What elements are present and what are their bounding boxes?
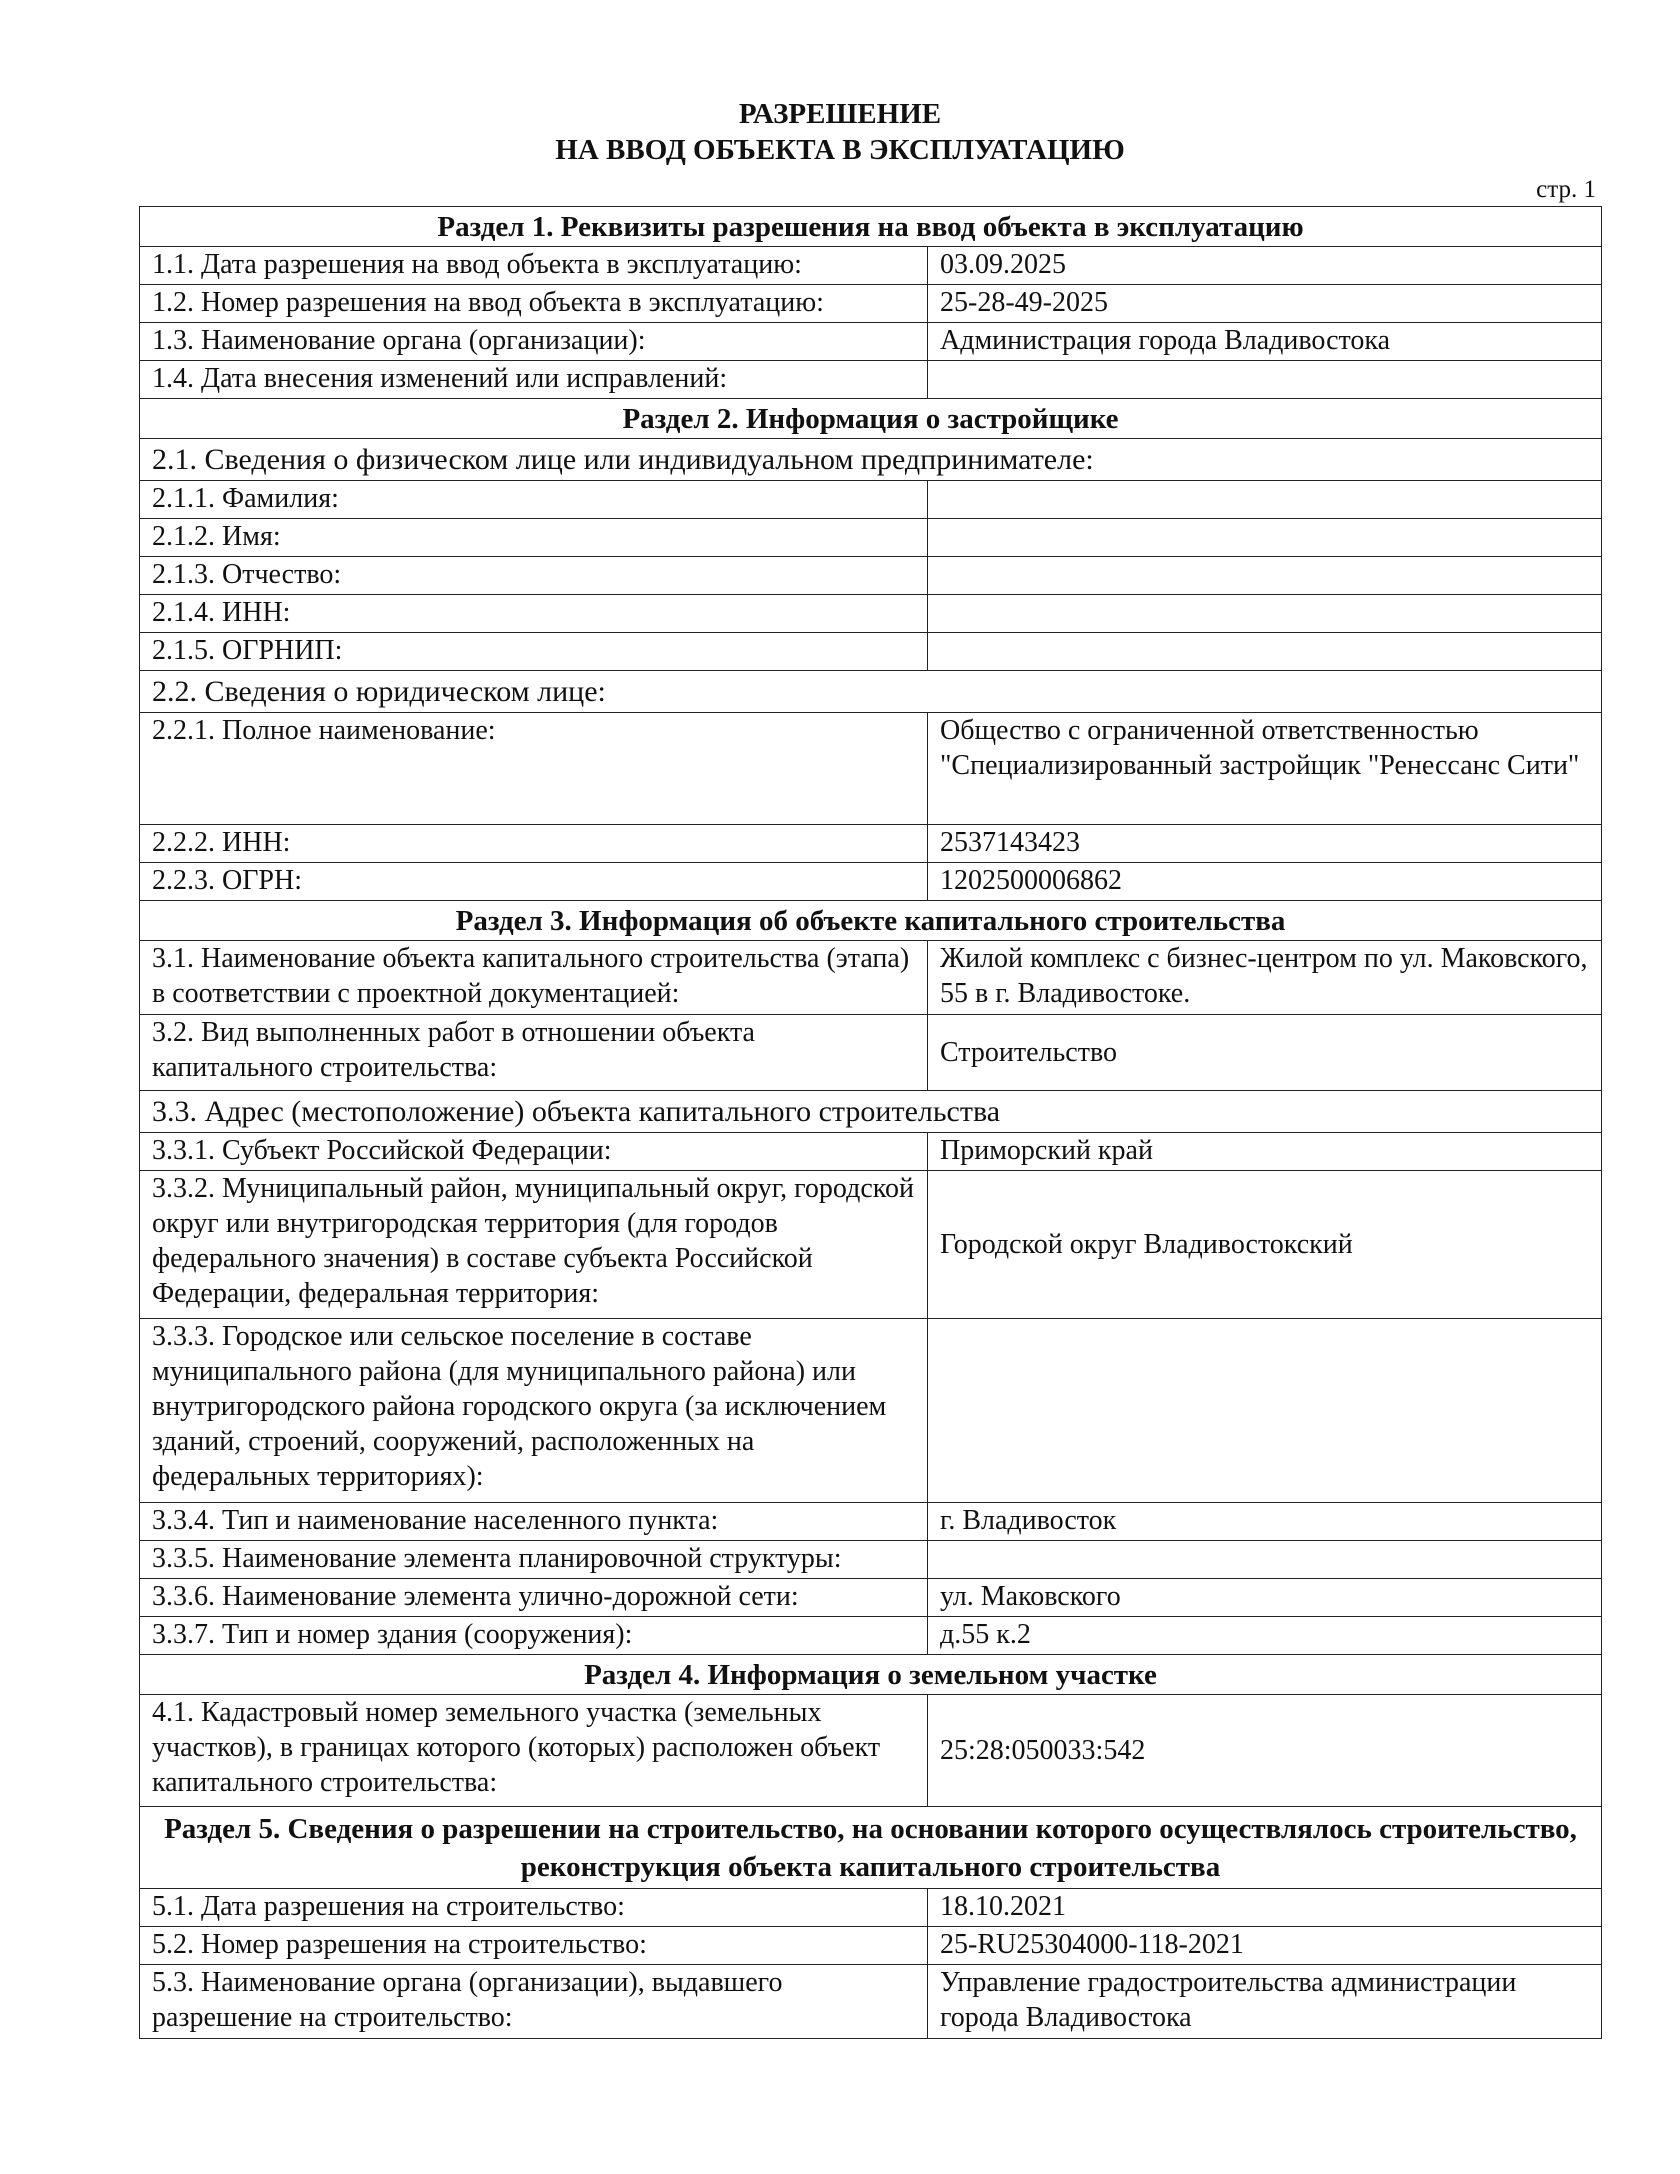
row-label: 1.3. Наименование органа (организации): [140,323,928,361]
table-row [140,1015,1602,1091]
row-label: 3.3.7. Тип и номер здания (сооружения): [140,1617,928,1655]
document-title [0,96,1680,168]
row-value [928,361,1602,399]
table-row [140,941,1602,1015]
table-row [140,713,1602,825]
row-value: 1202500006862 [928,863,1602,901]
table-row [140,1617,1602,1655]
table-row [140,1503,1602,1541]
title-line-1: РАЗРЕШЕНИЕ [738,98,942,130]
row-value: Городской округ Владивостокский [928,1171,1602,1319]
row-label: 4.1. Кадастровый номер земельного участка (земельных участков), в границах которого (которых) расположен объект капитального строительства: [140,1695,928,1807]
title-line-2: НА ВВОД ОБЪЕКТА В ЭКСПЛУАТАЦИЮ [555,134,1125,166]
row-label: 3.3.2. Муниципальный район, муниципальный округ, городской округ или внутригородская территория (для городов федерального значения) в составе субъекта Российской Федерации, федеральная территория: [140,1171,928,1319]
row-value: Управление градостроительства администрации города Владивостока [928,1965,1602,2039]
row-value [928,557,1602,595]
row-label: 2.2.1. Полное наименование: [140,713,928,825]
table-row [140,1965,1602,2039]
section-3-subheading-address: 3.3. Адрес (местоположение) объекта капитального строительства [140,1091,1602,1133]
row-value [928,1541,1602,1579]
table-row [140,825,1602,863]
row-value: Приморский край [928,1133,1602,1171]
row-label: 5.1. Дата разрешения на строительство: [140,1889,928,1927]
table-row [140,285,1602,323]
table-row [140,1319,1602,1503]
row-label: 2.1.1. Фамилия: [140,481,928,519]
table-row [140,1695,1602,1807]
row-value: Общество с ограниченной ответственностью "Специализированный застройщик "Ренессанс Сити" [928,713,1602,825]
section-2-subheading-individual: 2.1. Сведения о физическом лице или индивидуальном предпринимателе: [140,439,1602,481]
section-2-subheading-legal-entity: 2.2. Сведения о юридическом лице: [140,671,1602,713]
row-label: 1.1. Дата разрешения на ввод объекта в эксплуатацию: [140,247,928,285]
row-value: Строительство [928,1015,1602,1091]
row-value: Жилой комплекс с бизнес-центром по ул. Маковского, 55 в г. Владивостоке. [928,941,1602,1015]
section-2-title: Раздел 2. Информация о застройщике [140,399,1602,439]
row-label: 3.3.1. Субъект Российской Федерации: [140,1133,928,1171]
row-label: 3.1. Наименование объекта капитального строительства (этапа) в соответствии с проектной документацией: [140,941,928,1015]
row-value: д.55 к.2 [928,1617,1602,1655]
row-label: 2.2.3. ОГРН: [140,863,928,901]
row-label: 2.2.2. ИНН: [140,825,928,863]
row-value: 18.10.2021 [928,1889,1602,1927]
row-value: 25-28-49-2025 [928,285,1602,323]
table-row [140,595,1602,633]
row-label: 2.1.4. ИНН: [140,595,928,633]
row-value: Администрация города Владивостока [928,323,1602,361]
row-value: 2537143423 [928,825,1602,863]
table-row [140,481,1602,519]
row-label: 2.1.3. Отчество: [140,557,928,595]
section-1-title: Раздел 1. Реквизиты разрешения на ввод объекта в эксплуатацию [140,207,1602,247]
section-5-title: Раздел 5. Сведения о разрешении на строительство, на основании которого осуществлялось строительство, реконструкция объекта капитального строительства [140,1807,1602,1889]
row-label: 5.3. Наименование органа (организации), выдавшего разрешение на строительство: [140,1965,928,2039]
row-label: 2.1.5. ОГРНИП: [140,633,928,671]
row-value [928,1319,1602,1503]
table-row [140,1171,1602,1319]
row-value: 03.09.2025 [928,247,1602,285]
table-row [140,1541,1602,1579]
row-label: 3.3.6. Наименование элемента улично-дорожной сети: [140,1579,928,1617]
row-label: 3.3.5. Наименование элемента планировочной структуры: [140,1541,928,1579]
row-value: г. Владивосток [928,1503,1602,1541]
table-row [140,519,1602,557]
table-row [140,1579,1602,1617]
table-row [140,1927,1602,1965]
section-3-title: Раздел 3. Информация об объекте капитального строительства [140,901,1602,941]
section-4-title: Раздел 4. Информация о земельном участке [140,1655,1602,1695]
row-value: 25:28:050033:542 [928,1695,1602,1807]
table-row [140,247,1602,285]
row-label: 1.2. Номер разрешения на ввод объекта в эксплуатацию: [140,285,928,323]
row-value: ул. Маковского [928,1579,1602,1617]
table-row [140,1133,1602,1171]
row-value [928,519,1602,557]
row-label: 2.1.2. Имя: [140,519,928,557]
row-value: 25-RU25304000-118-2021 [928,1927,1602,1965]
table-row [140,361,1602,399]
table-row [140,1889,1602,1927]
row-label: 3.2. Вид выполненных работ в отношении объекта капитального строительства: [140,1015,928,1091]
row-label: 5.2. Номер разрешения на строительство: [140,1927,928,1965]
row-value [928,481,1602,519]
row-label: 1.4. Дата внесения изменений или исправлений: [140,361,928,399]
table-row [140,863,1602,901]
table-row [140,557,1602,595]
row-value [928,633,1602,671]
table-row [140,633,1602,671]
row-label: 3.3.4. Тип и наименование населенного пункта: [140,1503,928,1541]
table-row [140,323,1602,361]
page-number: стр. 1 [1536,176,1596,203]
row-value [928,595,1602,633]
permit-table [139,206,1602,2039]
row-label: 3.3.3. Городское или сельское поселение в составе муниципального района (для муниципального района) или внутригородского района городского округа (за исключением зданий, строений, сооружений, расположенных на федеральных территориях): [140,1319,928,1503]
